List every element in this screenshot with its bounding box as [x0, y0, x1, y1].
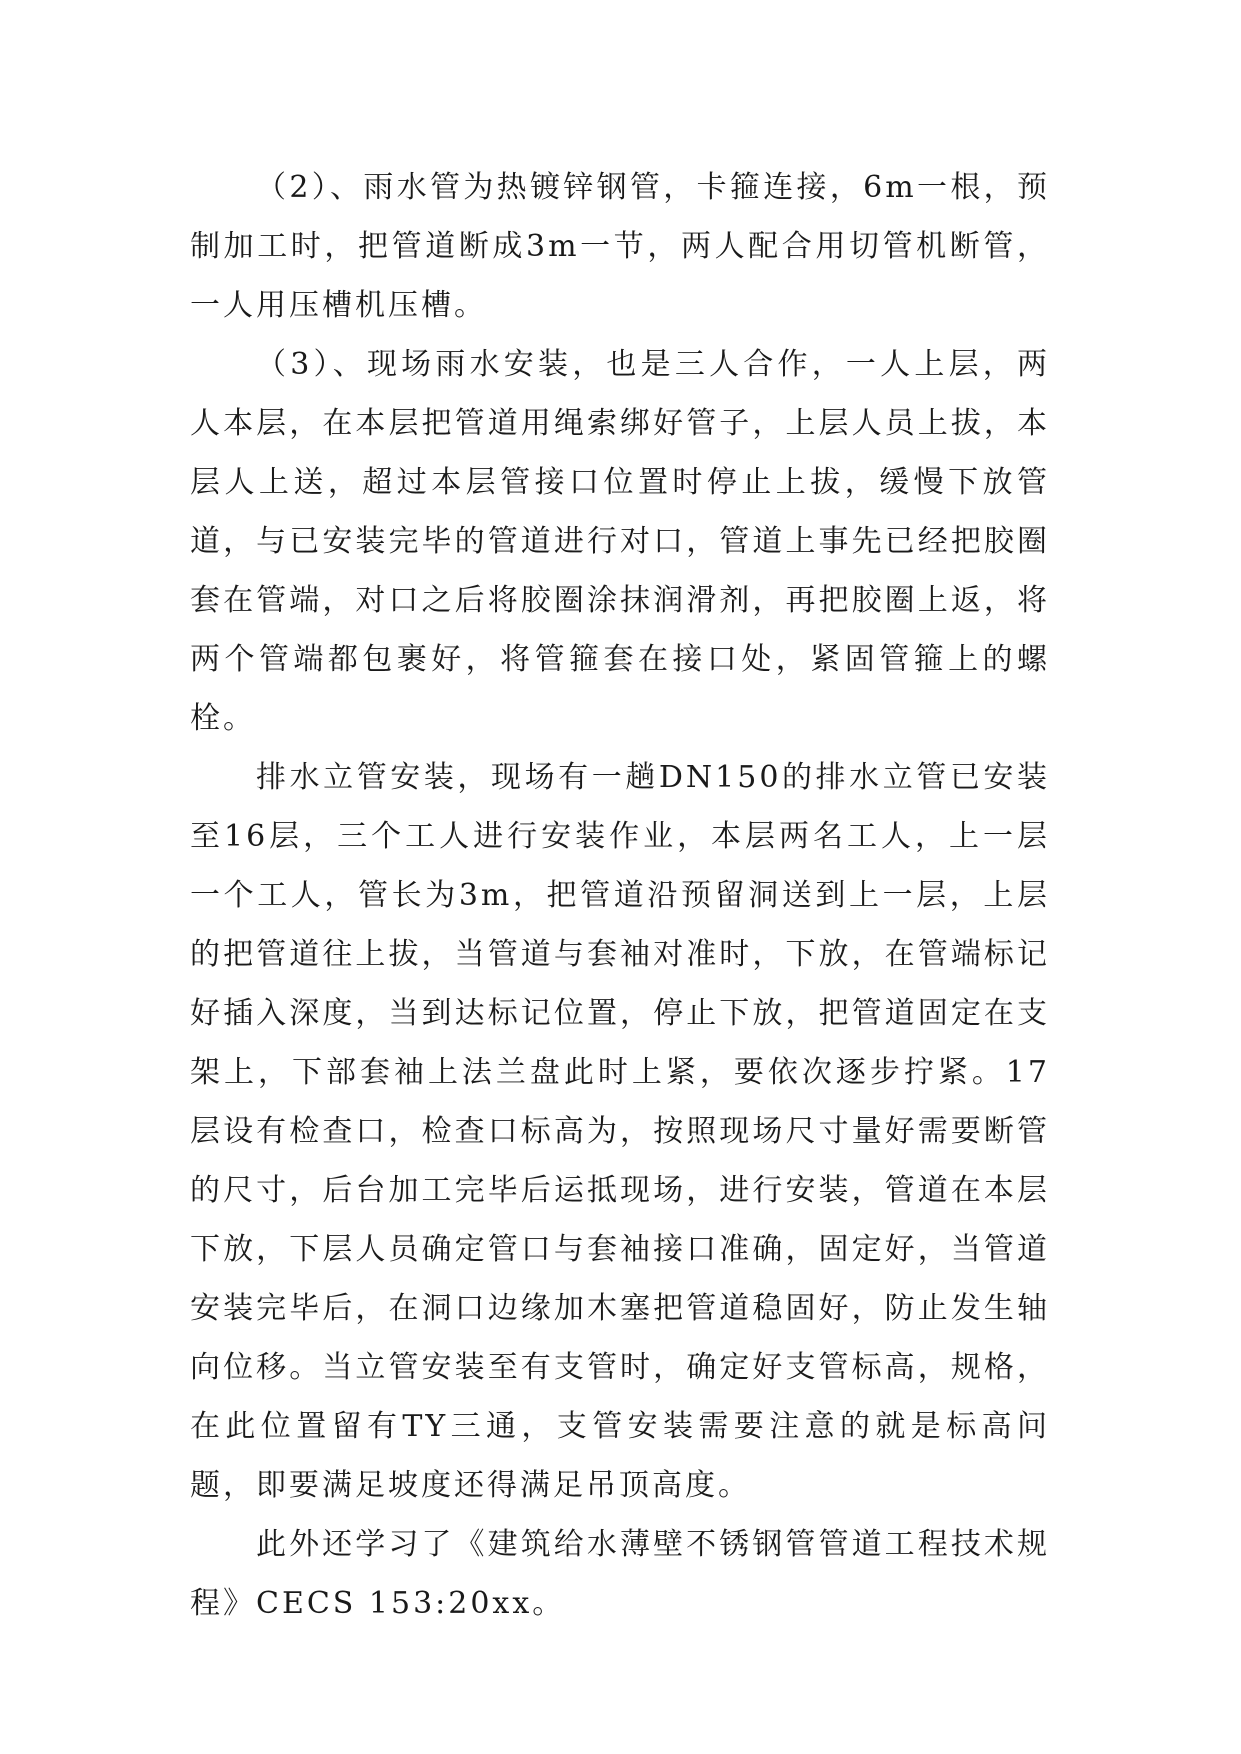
paragraph-standard-study: 此外还学习了《建筑给水薄壁不锈钢管管道工程技术规程》CECS 153:20xx。: [190, 1527, 1050, 1621]
document-body: [190, 158, 1050, 1633]
paragraph-drain-riser-installation: 排水立管安装，现场有一趟DN150的排水立管已安装至16层，三个工人进行安装作业，本层两名工人，上一层一个工人，管长为3m，把管道沿预留洞送到上一层，上层的把管道往上拔，当管道与套袖对准时，下放，在管端标记好插入深度，当到达标记位置，停止下放，把管道固定在支架上，下部套袖上法兰盘此时上紧，要依次逐步拧紧。17层设有检查口，检查口标高为，按照现场尺寸量好需要断管的尺寸，后台加工完毕后运抵现场，进行安装，管道在本层下放，下层人员确定管口与套袖接口准确，固定好，当管道安装完毕后，在洞口边缘加木塞把管道稳固好，防止发生轴向位移。当立管安装至有支管时，确定好支管标高，规格，在此位置留有TY三通，支管安装需要注意的就是标高问题，即要满足坡度还得满足吊顶高度。: [190, 760, 1050, 1503]
paragraph-rainwater-pipe-prefab: （2）、雨水管为热镀锌钢管，卡箍连接，6m一根，预制加工时，把管道断成3m一节，两人配合用切管机断管，一人用压槽机压槽。: [190, 170, 1050, 323]
paragraph-rainwater-installation: （3）、现场雨水安装，也是三人合作，一人上层，两人本层，在本层把管道用绳索绑好管子，上层人员上拔，本层人上送，超过本层管接口位置时停止上拔，缓慢下放管道，与已安装完毕的管道进行对口，管道上事先已经把胶圈套在管端，对口之后将胶圈涂抹润滑剂，再把胶圈上返，将两个管端都包裹好，将管箍套在接口处，紧固管箍上的螺栓。: [190, 347, 1050, 736]
